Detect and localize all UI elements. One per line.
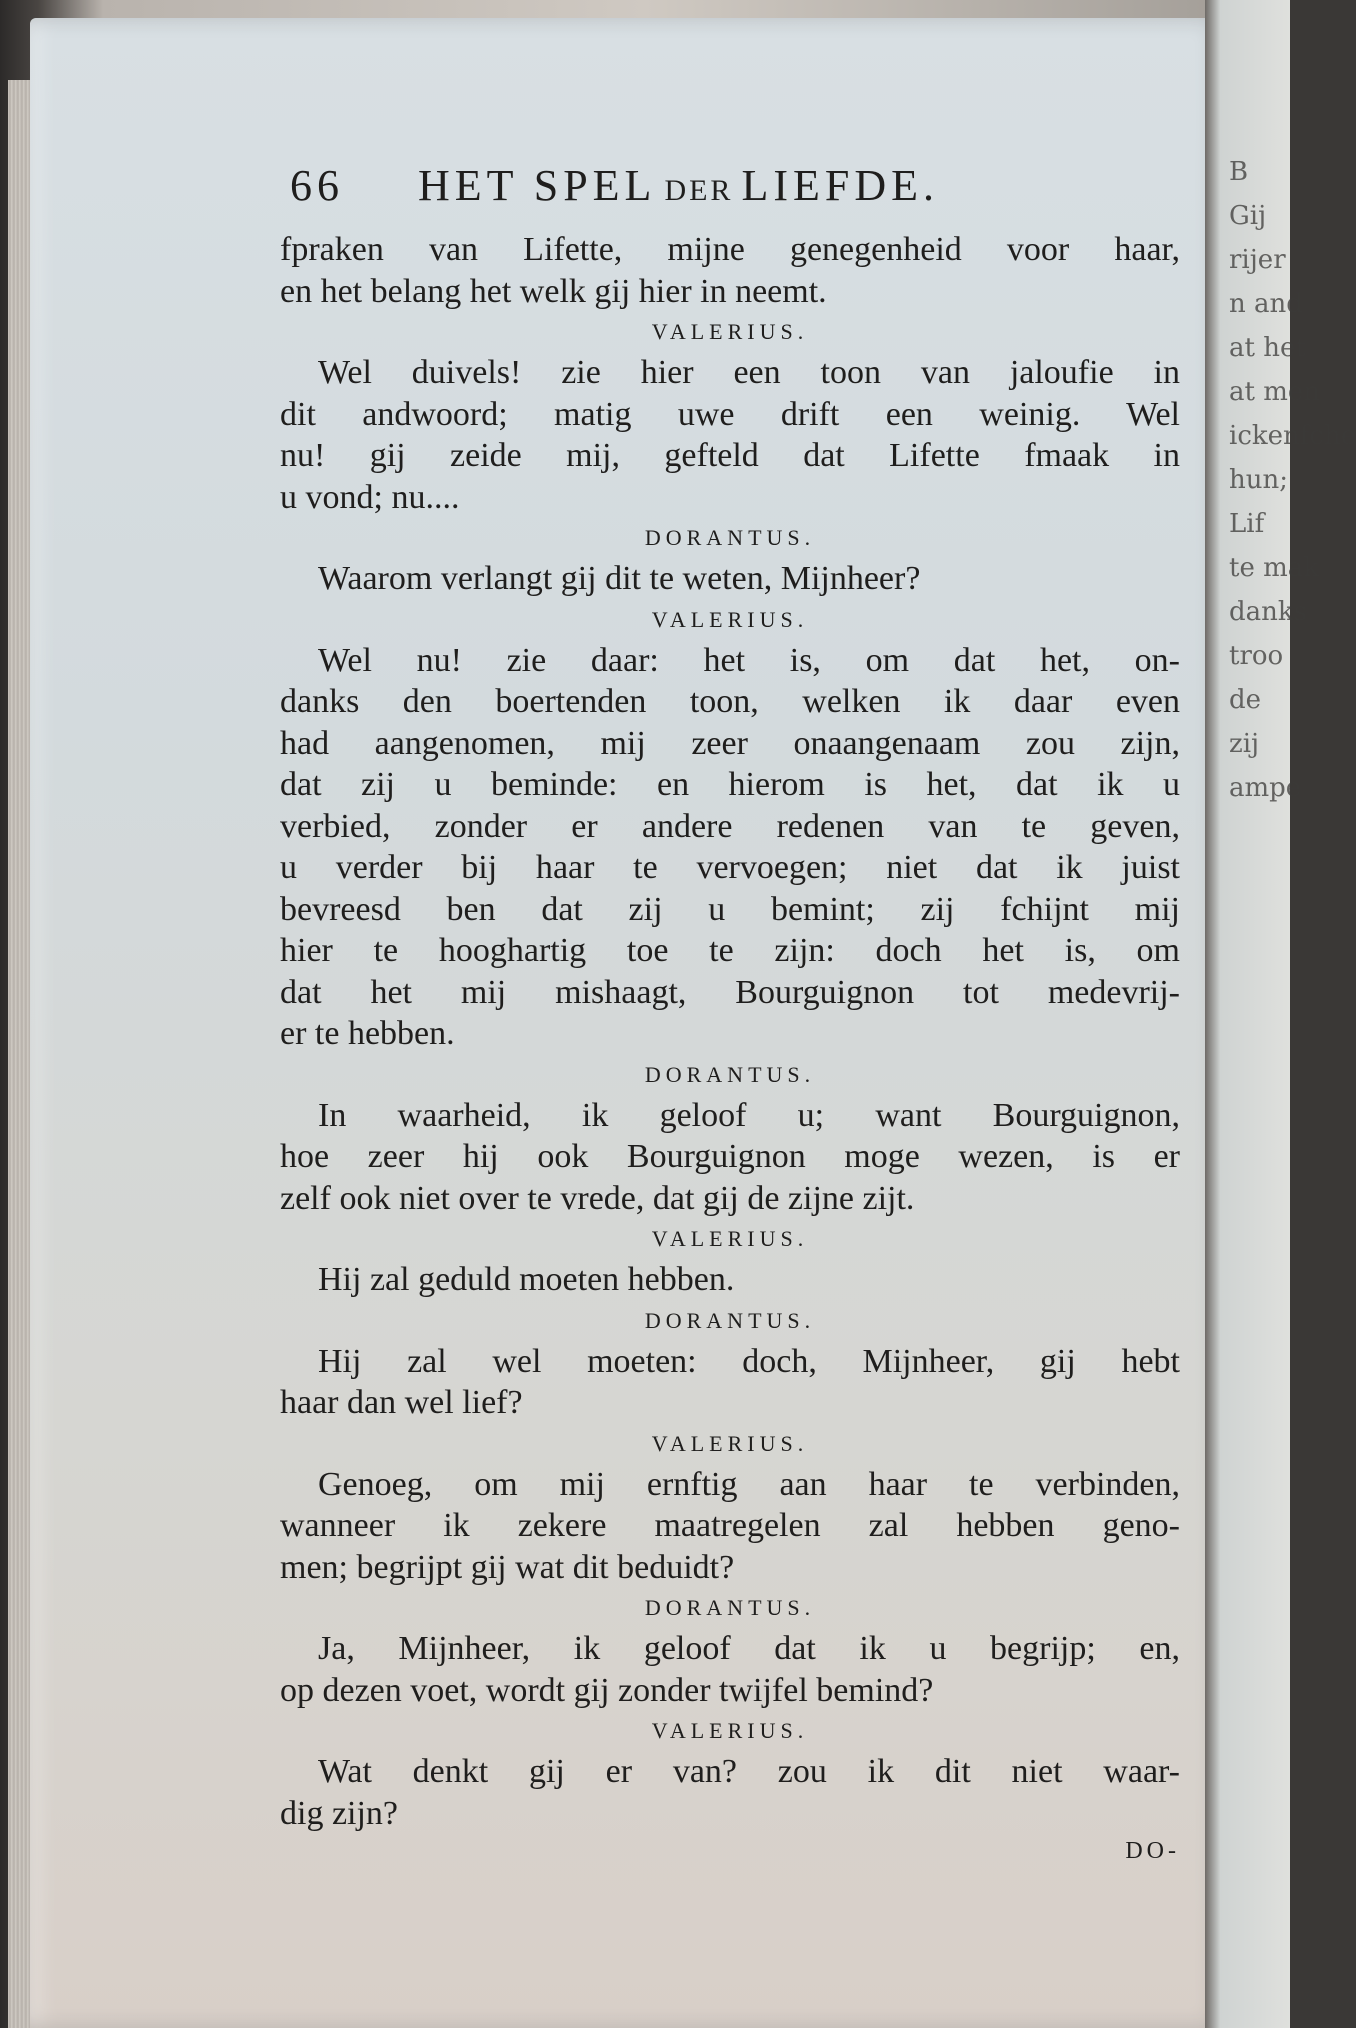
speaker-name: VALERIUS.: [651, 606, 809, 632]
text-line: haar dan wel lief?: [280, 1384, 523, 1421]
text-line: hier te hooghartig toe te zijn: doch het is, om: [280, 932, 1180, 969]
dialogue-paragraph: [280, 1464, 1180, 1589]
running-title-part-1: HET SPEL: [418, 161, 657, 210]
text-line: fpraken van Lifette, mijne genegenheid voor haar,: [280, 231, 1180, 268]
facing-page: [1205, 0, 1356, 2028]
running-title-part-2: DER: [664, 174, 734, 207]
running-title-part-3: LIEFDE.: [741, 161, 939, 210]
speaker-name: VALERIUS.: [651, 1430, 809, 1456]
text-line: Hij zal geduld moeten hebben.: [318, 1261, 735, 1298]
facing-page-fragment: n and: [1229, 289, 1303, 319]
facing-page-fragment: zij: [1229, 729, 1260, 759]
text-line: had aangenomen, mij zeer onaangenaam zou zijn,: [280, 724, 1180, 762]
dialogue-paragraph: [280, 1095, 1180, 1220]
dialogue-paragraph: [280, 1751, 1180, 1834]
text-line: verbied, zonder er andere redenen van te geven,: [280, 807, 1180, 845]
text-line: bevreesd ben dat zij u bemint; zij fchijnt mij: [280, 890, 1180, 928]
facing-page-fragment: te mak: [1229, 553, 1320, 583]
facing-page-text: [1229, 150, 1356, 810]
facing-page-fragment: danks: [1229, 597, 1307, 627]
text-line: Ja, Mijnheer, ik geloof dat ik u begrijp; en,: [318, 1630, 1180, 1667]
speaker-name: VALERIUS.: [651, 1718, 809, 1743]
facing-page-fragment: Gij: [1229, 201, 1267, 231]
text-line: zelf ook niet over te vrede, dat gij de zijne zijt.: [280, 1179, 915, 1217]
page-content: [280, 160, 1180, 1865]
text-line: Wel nu! zie daar: het is, om dat het, on-: [318, 641, 1180, 679]
text-line: hoe zeer hij ook Bourguignon moge wezen, is er: [280, 1138, 1180, 1175]
dialogue-paragraph: [280, 352, 1180, 518]
text-line: nu! gij zeide mij, gefteld dat Lifette fmaak in: [280, 437, 1180, 474]
dialogue-body: [280, 229, 1180, 1834]
text-line: u vond; nu....: [280, 478, 460, 516]
facing-page-fragment: troo: [1229, 641, 1284, 671]
running-head: [290, 160, 1180, 211]
speaker-name: DORANTUS.: [644, 1307, 816, 1333]
catchword: DO-: [1125, 1838, 1180, 1864]
text-line: Wel duivels! zie hier een toon van jaloufie in: [318, 354, 1180, 391]
text-line: men; begrijpt gij wat dit beduidt?: [280, 1548, 735, 1586]
text-line: dit andwoord; matig uwe drift een weinig. Wel: [280, 395, 1180, 433]
facing-page-fragment: Lif: [1229, 509, 1265, 539]
speaker-name: DORANTUS.: [644, 1061, 816, 1087]
text-line: en het belang het welk gij hier in neemt.: [280, 272, 827, 310]
speaker-name: DORANTUS.: [644, 525, 816, 550]
text-line: er te hebben.: [280, 1015, 455, 1052]
text-line: In waarheid, ik geloof u; want Bourguignon,: [318, 1096, 1180, 1134]
text-line: danks den boertenden toon, welken ik daar even: [280, 683, 1180, 720]
text-line: u verder bij haar te vervoegen; niet dat ik juist: [280, 849, 1180, 886]
text-line: dig zijn?: [280, 1794, 399, 1832]
facing-page-fragment: ampe: [1229, 773, 1302, 803]
dialogue-paragraph: [280, 558, 1180, 600]
text-line: op dezen voet, wordt gij zonder twijfel bemind?: [280, 1671, 934, 1709]
text-line: dat het mij mishaagt, Bourguignon tot medevrij-: [280, 973, 1180, 1011]
facing-page-fragment: B: [1229, 157, 1249, 187]
dialogue-paragraph: [280, 1259, 1180, 1301]
text-line: dat zij u beminde: en hierom is het, dat ik u: [280, 766, 1180, 803]
facing-page-fragment: rijer: [1229, 245, 1286, 275]
facing-page-fragment: ickenfche: [1229, 421, 1356, 451]
speaker-name: DORANTUS.: [644, 1595, 816, 1620]
text-line: Hij zal wel moeten: doch, Mijnheer, gij hebt: [318, 1342, 1180, 1380]
speaker-name: VALERIUS.: [651, 319, 809, 344]
dialogue-paragraph: [280, 640, 1180, 1055]
text-line: Wat denkt gij er van? zou ik dit niet waar-: [318, 1753, 1180, 1790]
facing-page-fragment: de: [1229, 685, 1262, 715]
speaker-name: VALERIUS.: [651, 1226, 809, 1251]
page-stack-edge: [8, 80, 32, 2028]
facing-page-fragment: hun;: [1229, 465, 1288, 495]
text-line: Genoeg, om mij ernftig aan haar te verbinden,: [318, 1465, 1180, 1503]
dialogue-paragraph: [280, 1341, 1180, 1424]
facing-page-fragment: at het: [1229, 333, 1306, 363]
text-line: wanneer ik zekere maatregelen zal hebben geno-: [280, 1507, 1180, 1544]
text-line: Waarom verlangt gij dit te weten, Mijnheer?: [318, 560, 921, 597]
dialogue-paragraph: [280, 1628, 1180, 1711]
dialogue-paragraph: [280, 229, 1180, 312]
facing-page-fragment: at men: [1229, 377, 1320, 407]
page-number: 66: [290, 161, 344, 210]
